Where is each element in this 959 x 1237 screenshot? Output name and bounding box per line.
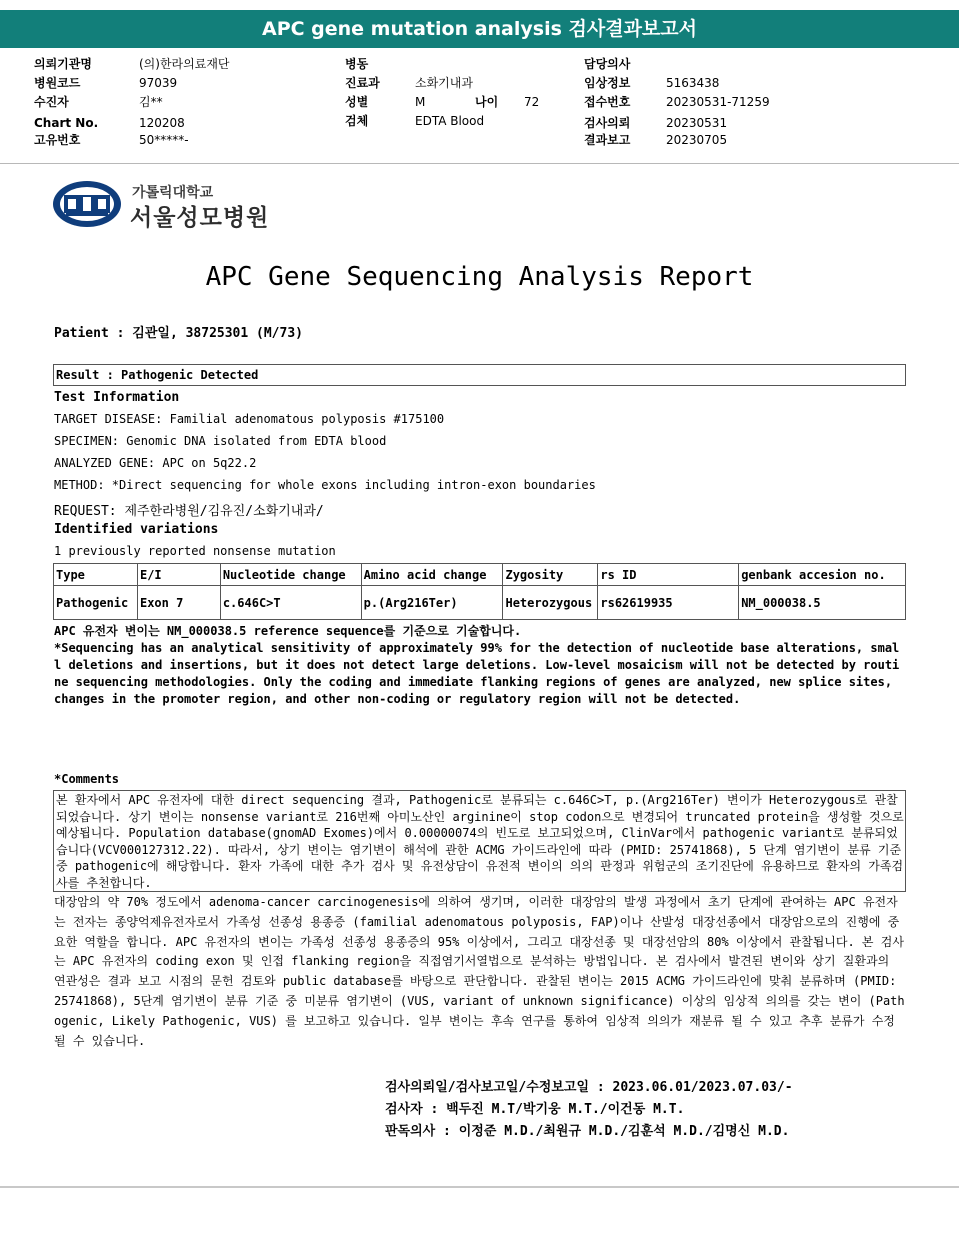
clinical-info-value: 5163438 xyxy=(666,76,720,90)
receipt-no-label: 접수번호 xyxy=(584,95,631,109)
request-line: REQUEST: 제주한라병원/김유진/소화기내과/ xyxy=(54,504,324,519)
report-date-label: 결과보고 xyxy=(584,133,631,147)
ward-label: 병동 xyxy=(345,57,369,71)
comments-general-text: 대장암의 약 70% 정도에서 adenoma-cancer carcinogenesis에 의하여 생기며, 이러한 대장암의 발생 과정에서 초기 단계에 관여하는 APC 유전자는 전자는 종양억제유전자로서 가족성 선종성 용종증 (familial adenomatous polyposis, FAP)이나 산발성 대장선종에서 대장암으로의 진행에 중요한 역할을 합니다. APC 유전자의 변이는 가족성 선종성 용종증의 95% 이상에서, 그리고 대장선종 및 대장선암의 80% 이상에서 관찰됩니다. 본 검사는 APC 유전자의 coding exon 및 인접 flanking region을 직접염기서열법으로 분석하는 방법입니다. 본 검사에서 발견된 변이와 상기 질환과의 연관성은 결과 보고 시점의 문헌 검토와 public database를 바탕으로 판단합니다. 관찰된 변이는 2015 ACMG 가이드라인에 맞춰 분류하며 (PMID: 25741868), 5단계 염기변이 분류 기준 중 미분류 염기변이 (VUS, variant of unknown significance) 이상의 임상적 의의를 갖는 변이 (Pathogenic, Likely Pathogenic, VUS) 를 보고하고 있습니다. 일부 변이는 후속 연구를 통하여 임상적 의의가 재분류 될 수 있고 추후 분류가 수정될 수 있습니다. xyxy=(54,895,905,1048)
patient-line: Patient : 김관일, 38725301 (M/73) xyxy=(54,326,303,341)
reference-note: APC 유전자 변이는 NM_000038.5 reference sequence를 기준으로 기술합니다. xyxy=(54,624,522,638)
comments-heading: *Comments xyxy=(54,772,120,786)
test-information-heading: Test Information xyxy=(54,390,180,405)
cell-zygosity: Heterozygous xyxy=(503,586,598,620)
header-divider xyxy=(0,163,959,164)
department-label: 진료과 xyxy=(345,76,380,90)
hospital-code-value: 97039 xyxy=(139,76,178,90)
department-value: 소화기내과 xyxy=(415,76,473,90)
result-text: Result : Pathogenic Detected xyxy=(56,368,259,382)
cell-type: Pathogenic xyxy=(54,586,138,620)
university-name: 가톨릭대학교 xyxy=(132,185,214,201)
age-label: 나이 xyxy=(475,95,499,109)
chart-no-value: 120208 xyxy=(139,116,185,130)
analyzed-gene: ANALYZED GENE: APC on 5q22.2 xyxy=(54,456,257,470)
header-zygosity: Zygosity xyxy=(503,564,598,586)
signature-dates: 검사의뢰일/검사보고일/수정보고일 : 2023.06.01/2023.07.03/- xyxy=(385,1080,793,1095)
header-genbank: genbank accesion no. xyxy=(739,564,906,586)
header-rs-id: rs ID xyxy=(598,564,739,586)
footer-divider xyxy=(0,1186,959,1188)
method-line: METHOD: *Direct sequencing for whole exons including intron-exon boundaries xyxy=(54,478,596,492)
cell-exon: Exon 7 xyxy=(137,586,220,620)
signature-physicians: 판독의사 : 이정준 M.D./최원규 M.D./김훈석 M.D./김명신 M.D. xyxy=(385,1124,790,1139)
variants-table xyxy=(53,563,906,620)
sensitivity-note: *Sequencing has an analytical sensitivity of approximately 99% for the detection of nucleotide base alterations, small deletions and insertions, but it does not detect large deletions. Low-level mosaicism will not be detected by routine sequencing methodologies. Only the coding and immediate flanking regions of genes are analyzed, new splice sites, changes in the promoter region, and other non-coding or regulatory region will not be detected. xyxy=(54,641,900,706)
table-row xyxy=(54,586,906,620)
patient-name-label: 수진자 xyxy=(34,95,69,109)
target-disease: TARGET DISEASE: Familial adenomatous polyposis #175100 xyxy=(54,412,445,426)
hospital-name-label: 의뢰기관명 xyxy=(34,57,92,71)
report-header-title: APC gene mutation analysis 검사결과보고서 xyxy=(0,10,959,48)
age-value: 72 xyxy=(524,95,540,109)
hospital-name-logo: 서울성모병원 xyxy=(130,205,270,231)
cell-rs-id: rs62619935 xyxy=(598,586,739,620)
clinical-info-label: 임상정보 xyxy=(584,76,631,90)
header-exon-intron: E/I xyxy=(137,564,220,586)
patient-name-value: 김** xyxy=(139,95,163,109)
sex-value: M xyxy=(415,95,426,109)
hospital-logo xyxy=(52,180,122,228)
physician-label: 담당의사 xyxy=(584,57,631,71)
sex-label: 성별 xyxy=(345,95,369,109)
header-amino-acid-change: Amino acid change xyxy=(361,564,503,586)
chart-no-label: Chart No. xyxy=(34,116,99,130)
specimen-label: 검체 xyxy=(345,114,369,128)
identified-summary: 1 previously reported nonsense mutation xyxy=(54,544,336,558)
receipt-no-value: 20230531-71259 xyxy=(666,95,770,109)
variants-header-row xyxy=(54,564,906,586)
comments-boxed-text: 본 환자에서 APC 유전자에 대한 direct sequencing 결과, Pathogenic로 분류되는 c.646C>T, p.(Arg216Ter) 변이가 Heterozygous로 관찰되었습니다. 상기 변이는 nonsense variant로 216번째 아미노산인 arginine이 stop codon으로 변경되어 truncated protein을 생성할 것으로 예상됩니다. Population database(gnomAD Exomes)에서 0.00000074의 빈도로 보고되었으며, ClinVar에서 pathogenic variant로 분류되었습니다(VCV000127312.22). 따라서, 상기 변이는 염기변이 해석에 관한 ACMG 가이드라인에 따라 (PMID: 25741868), 5 단계 염기변이 분류 기준 중 pathogenic에 해당합니다. 환자 가족에 대한 추가 검사 및 유전상담이 유전적 변이의 의의 판정과 위험군의 조기진단에 유용하므로 환자의 가족검사를 추천합니다. xyxy=(56,793,904,890)
signature-technicians: 검사자 : 백두진 M.T/박기웅 M.T./이건동 M.T. xyxy=(385,1102,685,1117)
cell-genbank: NM_000038.5 xyxy=(739,586,906,620)
header-nucleotide-change: Nucleotide change xyxy=(220,564,361,586)
result-box xyxy=(53,364,906,386)
unique-id-value: 50*****- xyxy=(139,133,189,147)
hospital-code-label: 병원코드 xyxy=(34,76,81,90)
hospital-name-value: (의)한라의료재단 xyxy=(139,57,230,71)
report-title: APC Gene Sequencing Analysis Report xyxy=(205,262,754,292)
report-date-value: 20230705 xyxy=(666,133,728,147)
specimen-line: SPECIMEN: Genomic DNA isolated from EDTA blood xyxy=(54,434,387,448)
cell-nucleotide: c.646C>T xyxy=(220,586,361,620)
unique-id-label: 고유번호 xyxy=(34,133,81,147)
request-date-value: 20230531 xyxy=(666,116,728,130)
cell-amino-acid: p.(Arg216Ter) xyxy=(361,586,503,620)
request-date-label: 검사의뢰 xyxy=(584,116,631,130)
top-margin xyxy=(0,0,959,10)
header-type: Type xyxy=(54,564,138,586)
identified-variations-heading: Identified variations xyxy=(54,522,219,537)
comments-box xyxy=(53,790,906,892)
specimen-value: EDTA Blood xyxy=(415,114,485,128)
